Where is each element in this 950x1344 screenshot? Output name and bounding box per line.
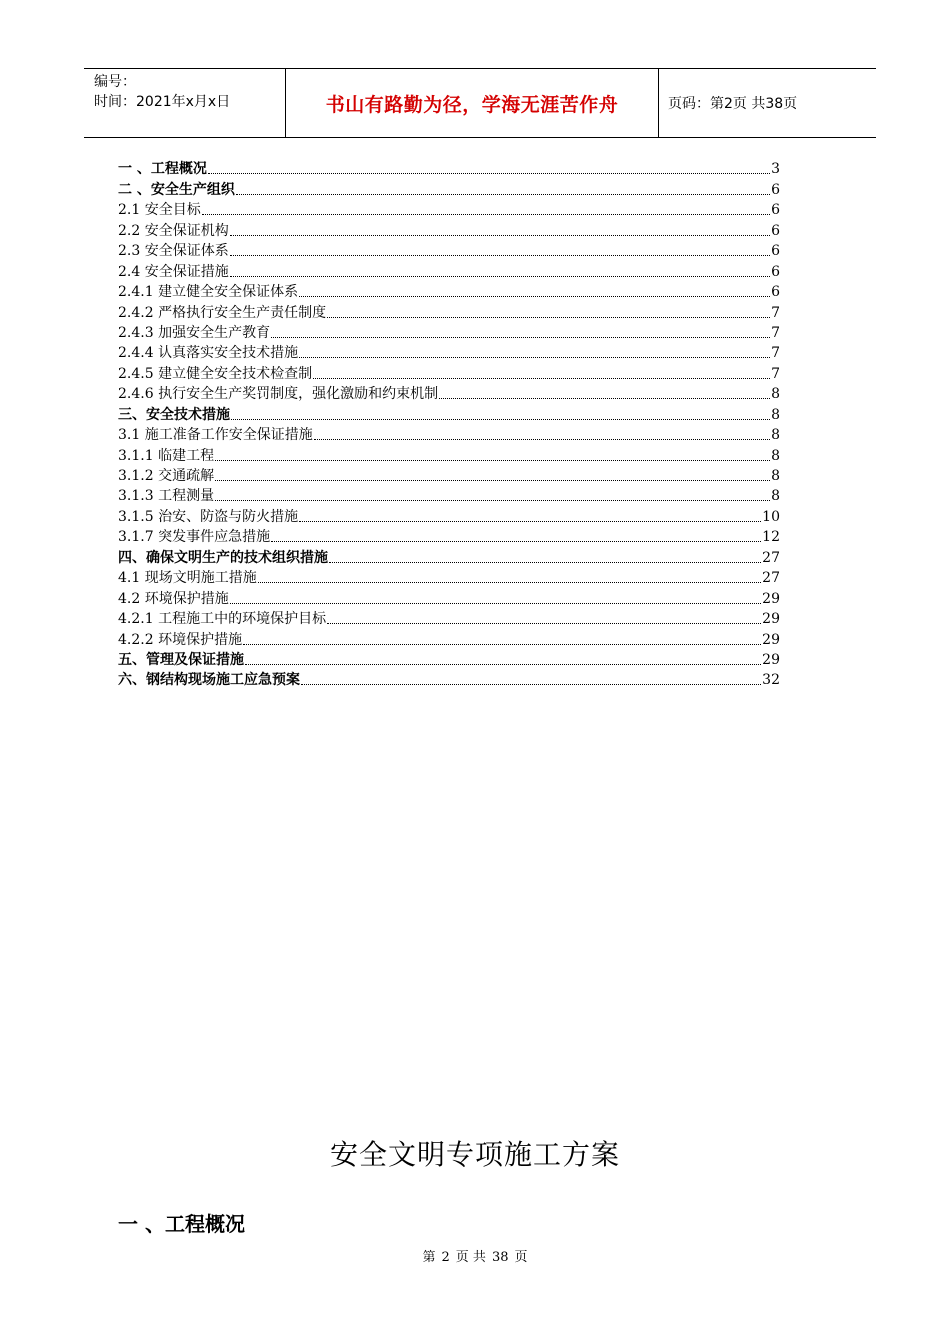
toc-entry-title: 一 、工程概况: [118, 161, 207, 178]
toc-leader-dots: [313, 377, 770, 379]
toc-leader-dots: [230, 254, 770, 256]
toc-leader-dots: [299, 356, 770, 358]
toc-entry-title: 六、钢结构现场施工应急预案: [118, 672, 300, 689]
toc-entry-page: 27: [762, 570, 780, 587]
toc-entry-page: 7: [771, 324, 780, 341]
toc-entry-page: 8: [771, 468, 780, 484]
toc-entry[interactable]: [118, 178, 780, 198]
toc-entry-page: 3: [771, 161, 780, 178]
toc-entry-page: 8: [771, 386, 780, 403]
toc-entry-title: 3.1.2 交通疏解: [118, 468, 215, 484]
toc-entry-page: 27: [762, 549, 780, 566]
toc-entry[interactable]: [118, 567, 780, 587]
toc-entry-page: 29: [762, 631, 780, 648]
toc-entry[interactable]: [118, 240, 780, 260]
table-of-contents: [118, 158, 780, 689]
toc-entry-page: 6: [771, 284, 780, 301]
toc-entry-page: 6: [771, 181, 780, 198]
toc-entry[interactable]: [118, 485, 780, 505]
toc-entry[interactable]: [118, 444, 780, 464]
toc-entry-title: 4.1 现场文明施工措施: [118, 570, 257, 587]
toc-entry-title: 4.2.1 工程施工中的环境保护目标: [118, 611, 327, 628]
toc-entry-page: 6: [771, 222, 780, 239]
toc-entry-page: 29: [762, 611, 780, 628]
toc-entry[interactable]: [118, 362, 780, 382]
toc-entry-page: 12: [762, 529, 780, 546]
section-heading: 一 、工程概况: [118, 1212, 245, 1236]
toc-entry-page: 7: [771, 365, 780, 382]
toc-entry-title: 三、安全技术措施: [118, 406, 230, 423]
toc-entry-title: 四、确保文明生产的技术组织措施: [118, 549, 328, 566]
toc-entry[interactable]: [118, 649, 780, 669]
toc-entry[interactable]: [118, 383, 780, 403]
toc-leader-dots: [208, 172, 770, 174]
toc-entry-page: 6: [771, 263, 780, 280]
toc-entry-page: 8: [771, 447, 780, 464]
toc-entry[interactable]: [118, 322, 780, 342]
toc-leader-dots: [301, 683, 761, 685]
toc-entry-page: 32: [762, 672, 780, 689]
toc-leader-dots: [439, 397, 770, 399]
toc-entry[interactable]: [118, 219, 780, 239]
toc-leader-dots: [329, 561, 761, 563]
page-header-table: [84, 68, 876, 138]
toc-entry-page: 29: [762, 651, 780, 668]
toc-entry[interactable]: [118, 158, 780, 178]
toc-leader-dots: [314, 438, 770, 440]
toc-entry[interactable]: [118, 281, 780, 301]
toc-entry-title: 2.4.1 建立健全安全保证体系: [118, 284, 299, 301]
toc-entry-page: 7: [771, 345, 780, 362]
toc-entry-title: 3.1 施工准备工作安全保证措施: [118, 427, 313, 444]
toc-entry[interactable]: [118, 465, 780, 485]
toc-entry-title: 4.2.2 环境保护措施: [118, 631, 243, 648]
toc-entry[interactable]: [118, 301, 780, 321]
toc-leader-dots: [327, 316, 770, 318]
toc-leader-dots: [271, 336, 770, 338]
toc-entry-title: 2.4.2 严格执行安全生产责任制度: [118, 304, 327, 321]
toc-leader-dots: [230, 602, 761, 604]
toc-entry-page: 6: [771, 202, 780, 219]
toc-entry-page: 29: [762, 590, 780, 607]
toc-entry-title: 2.4.6 执行安全生产奖罚制度，强化激励和约束机制: [118, 386, 439, 403]
toc-entry-page: 6: [771, 243, 780, 260]
toc-entry-title: 3.1.7 突发事件应急措施: [118, 529, 271, 546]
header-meta-cell: [84, 69, 286, 137]
toc-entry-page: 8: [771, 427, 780, 444]
toc-entry[interactable]: [118, 199, 780, 219]
toc-entry[interactable]: [118, 546, 780, 566]
footer-total: 38: [491, 1250, 509, 1265]
toc-entry[interactable]: [118, 424, 780, 444]
toc-entry-title: 2.4 安全保证措施: [118, 263, 229, 280]
toc-entry-title: 3.1.1 临建工程: [118, 447, 215, 464]
footer-prefix: 第: [422, 1250, 436, 1265]
header-page-info: 页码：第2页 共38页: [668, 96, 798, 112]
toc-entry-title: 4.2 环境保护措施: [118, 590, 229, 607]
toc-leader-dots: [327, 622, 761, 624]
toc-leader-dots: [215, 479, 770, 481]
toc-leader-dots: [258, 581, 761, 583]
toc-entry-title: 2.2 安全保证机构: [118, 222, 229, 239]
toc-leader-dots: [230, 234, 770, 236]
toc-entry[interactable]: [118, 403, 780, 423]
toc-leader-dots: [245, 663, 761, 665]
toc-entry-title: 五、管理及保证措施: [118, 651, 244, 668]
toc-leader-dots: [271, 540, 761, 542]
toc-entry-page: 7: [771, 304, 780, 321]
toc-leader-dots: [243, 643, 761, 645]
toc-entry[interactable]: [118, 608, 780, 628]
toc-leader-dots: [230, 275, 770, 277]
toc-entry-title: 2.1 安全目标: [118, 202, 201, 219]
toc-entry-page: 8: [771, 488, 780, 505]
header-motto: 书山有路勤为径，学海无涯苦作舟: [286, 69, 659, 137]
toc-leader-dots: [231, 418, 770, 420]
toc-entry-page: 8: [771, 406, 780, 423]
toc-leader-dots: [215, 459, 770, 461]
toc-entry[interactable]: [118, 260, 780, 280]
toc-entry[interactable]: [118, 587, 780, 607]
toc-leader-dots: [299, 295, 770, 297]
toc-entry-title: 3.1.3 工程测量: [118, 488, 215, 505]
header-time-label: 时间：2021年x月x日: [94, 94, 231, 110]
toc-entry-page: 10: [762, 508, 780, 525]
toc-entry-title: 2.4.4 认真落实安全技术措施: [118, 345, 299, 362]
toc-entry[interactable]: [118, 505, 780, 525]
toc-leader-dots: [202, 213, 770, 215]
toc-entry[interactable]: [118, 342, 780, 362]
toc-entry-title: 3.1.5 治安、防盗与防火措施: [118, 508, 299, 525]
header-number-label: 编号：: [94, 74, 136, 90]
footer-mid: 页 共: [455, 1250, 486, 1265]
toc-entry-title: 二 、安全生产组织: [118, 181, 235, 198]
toc-entry-title: 2.4.3 加强安全生产教育: [118, 324, 271, 341]
toc-entry-title: 2.3 安全保证体系: [118, 243, 229, 260]
toc-entry[interactable]: [118, 526, 780, 546]
toc-entry[interactable]: [118, 669, 780, 689]
toc-leader-dots: [236, 193, 770, 195]
toc-entry-title: 2.4.5 建立健全安全技术检查制: [118, 365, 313, 382]
document-title: 安全文明专项施工方案: [329, 1138, 620, 1171]
footer-page: 2: [441, 1250, 450, 1265]
toc-leader-dots: [215, 499, 770, 501]
page-footer: [0, 1246, 950, 1265]
toc-leader-dots: [299, 520, 761, 522]
footer-suffix: 页: [514, 1250, 528, 1265]
toc-entry[interactable]: [118, 628, 780, 648]
